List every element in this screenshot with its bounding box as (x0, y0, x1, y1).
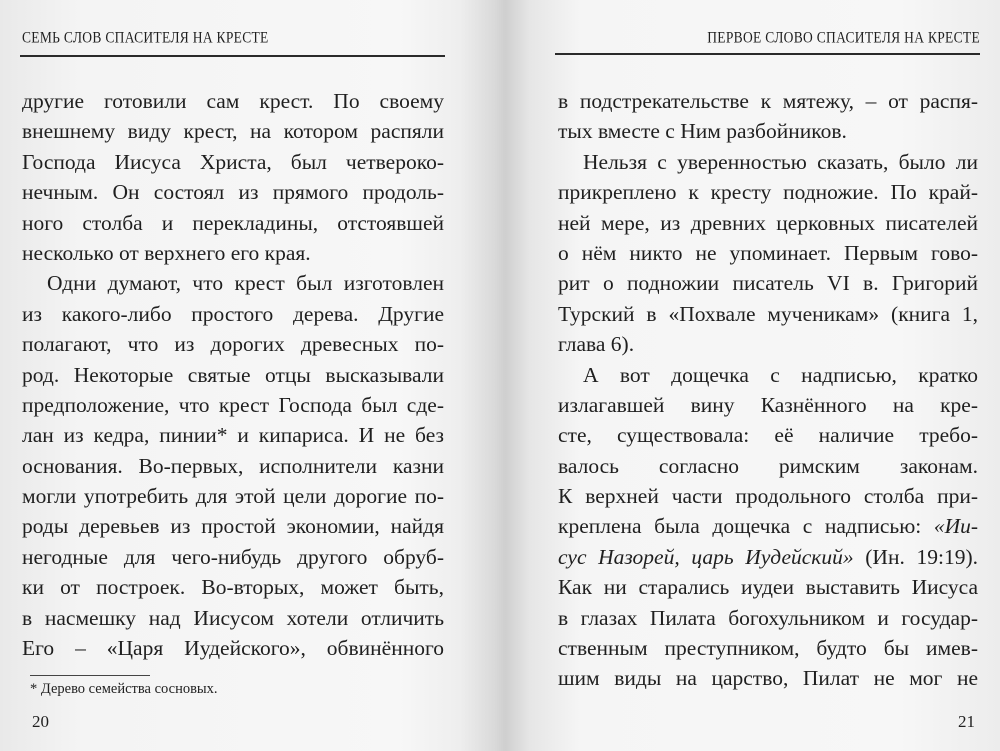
text-line: шим виды на царство, Пилат не мог не (558, 666, 978, 691)
text-line: основания. Во-первых, исполнители казни (22, 453, 444, 478)
italic-quote: сус Назорей, царь Иудейский» (558, 544, 854, 569)
text-line: нечным. Он состоял из прямого продоль- (22, 180, 444, 205)
body-text (22, 86, 444, 663)
header-rule (20, 55, 445, 57)
text-line: К верхней части продольного столба при- (558, 484, 978, 509)
footnote-rule (30, 675, 150, 676)
text-line: о нём никто не упоминает. Первым гово- (558, 240, 978, 265)
page-number: 21 (958, 712, 975, 731)
text-line: тых вместе с Ним разбойников. (558, 119, 847, 144)
text-line: прикреплено к кресту подножие. По край- (558, 180, 978, 205)
text-line: другие готовили сам крест. По своему (22, 89, 444, 113)
running-header: ПЕРВОЕ СЛОВО СПАСИТЕЛЯ НА КРЕСТЕ (707, 28, 980, 47)
text-line: роды деревьев из простой экономии, найдя (22, 514, 444, 539)
text-line: валось согласно римским законам. (558, 453, 978, 478)
text-line: из какого-либо простого дерева. Другие (22, 301, 444, 326)
right-page (520, 0, 1000, 751)
text-line: предположение, что крест Господа был сде- (22, 392, 444, 417)
text-line: несколько от верхнего его края. (22, 240, 311, 265)
body-text (558, 86, 978, 694)
text-line (558, 542, 978, 572)
text-line: негодные для чего-нибудь другого обруб- (22, 544, 444, 569)
text-line: ней мере, из древних церковных писателей (558, 210, 978, 235)
text-line: сте, существовала: её наличие требо- (558, 423, 978, 448)
text-line: Одни думают, что крест был изготовлен (47, 271, 444, 296)
text-line: Как ни старались иудеи выставить Иисуса (558, 575, 978, 600)
text-line (558, 511, 978, 541)
text-line: А вот дощечка с надписью, кратко (583, 362, 978, 387)
text-line: Его – «Царя Иудейского», обвинённого (22, 636, 444, 661)
header-rule (555, 53, 980, 55)
text-line: ного столба и перекладины, отстоявшей (22, 210, 444, 235)
text-line: лан из кедра, пинии* и кипариса. И не без (22, 423, 444, 448)
left-page (0, 0, 480, 751)
text-line: род. Некоторые святые отцы высказывали (22, 362, 444, 387)
italic-quote: «Ии- (933, 514, 978, 539)
text-line: в подстрекательстве к мятежу, – от распя- (558, 89, 978, 113)
text-line: ственным преступником, будто бы имев- (558, 636, 978, 661)
text-line: излагавшей вину Казнённого на кре- (558, 392, 978, 417)
page-number: 20 (32, 712, 49, 731)
footnote: * Дерево семейства сосновых. (30, 681, 218, 697)
text-line: глава 6). (558, 332, 635, 357)
text-line: в глазах Пилата богохульником и государ- (558, 605, 978, 630)
text-line: внешнему виду крест, на котором распяли (22, 119, 444, 144)
text-line: ки от построек. Во-вторых, может быть, (22, 575, 444, 600)
scripture-reference: (Ин. 19:19). (853, 544, 978, 569)
text-line: Турский в «Похвале мученикам» (книга 1, (558, 301, 978, 326)
text-line: Нельзя с уверенностью сказать, было ли (583, 149, 978, 174)
text-line: в насмешку над Иисусом хотели отличить (22, 605, 444, 630)
running-header: СЕМЬ СЛОВ СПАСИТЕЛЯ НА КРЕСТЕ (22, 28, 269, 47)
text-line: рит о подножии писатель VI в. Григорий (558, 271, 978, 296)
text-line: могли употребить для этой цели дорогие по- (22, 484, 444, 509)
text-span: креплена была дощечка с надписью: (558, 514, 934, 539)
text-line: полагают, что из дорогих древесных по- (22, 332, 444, 357)
text-line: Господа Иисуса Христа, был четвероко- (22, 149, 444, 174)
